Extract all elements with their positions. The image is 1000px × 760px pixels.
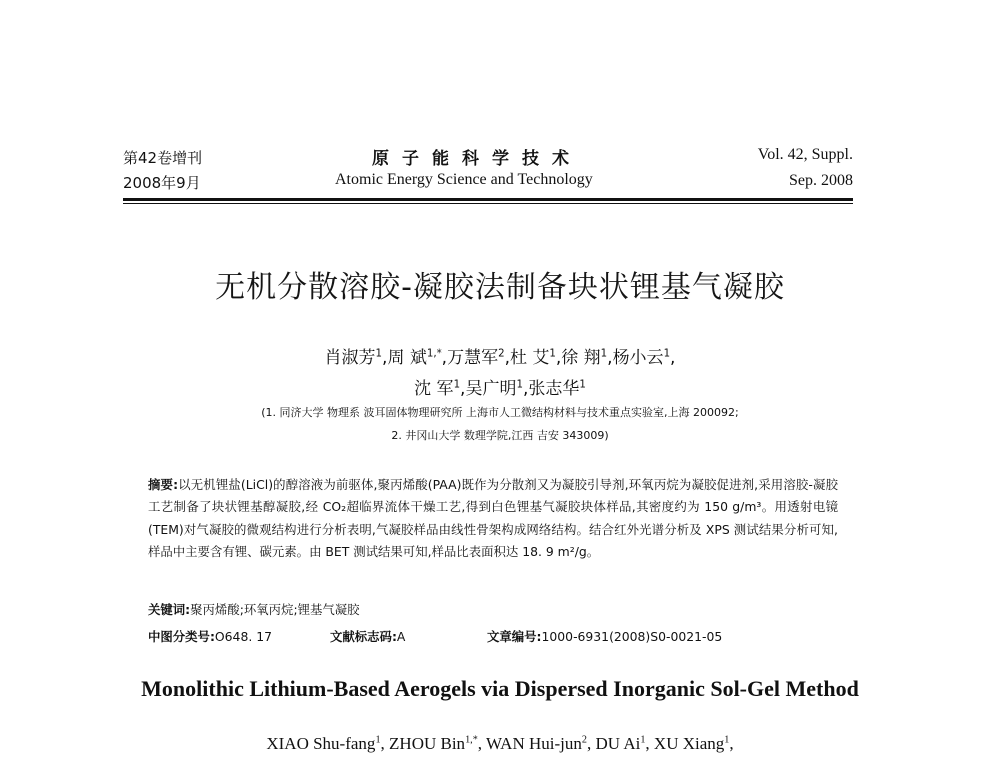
journal-name-cn: 原子能科学技术 [372, 149, 582, 169]
doc-code-label: 文献标志码: [330, 629, 397, 644]
header-rule-thick [123, 198, 853, 201]
article-number [487, 627, 722, 645]
authors-cn-line-1: 肖淑芳$^1$,周 斌$^{1,*}$,万慧军$^2$,杜 艾$^1$,徐 翔$^1$,杨小云$^1$, [324, 348, 676, 368]
article-number-label: 文章编号: [487, 629, 542, 644]
keywords-label: 关键词: [148, 602, 191, 617]
abstract-label: 摘要: [148, 477, 179, 492]
paper-title-en: Monolithic Lithium-Based Aerogels via Dispersed Inorganic Sol-Gel Method [141, 676, 859, 701]
volume-en: Vol. 42, Suppl. [757, 146, 853, 163]
author-en: XU Xiang$^1$ [653, 734, 730, 753]
author-cn: 徐 翔$^1$ [561, 348, 608, 368]
keywords-text: 聚丙烯酸;环氧丙烷;锂基气凝胶 [190, 602, 360, 617]
header-rule-thin [123, 203, 853, 204]
authors-en: XIAO Shu-fang$^1$, ZHOU Bin$^{1,*}$, WAN Hui-jun$^2$, DU Ai$^1$, XU Xiang$^1$, [266, 734, 734, 753]
author-cn: 周 斌$^{1,*}$ [387, 348, 442, 368]
author-cn: 杜 艾$^1$ [509, 348, 556, 368]
authors-cn-line-2: 沈 军$^1$,吴广明$^1$,张志华$^1$ [414, 379, 586, 399]
article-number-value: 1000-6931(2008)S0-0021-05 [541, 629, 723, 644]
clc-value: O648. 17 [214, 629, 272, 644]
author-cn: 肖淑芳$^1$ [324, 348, 383, 368]
author-cn: 张志华$^1$ [528, 379, 586, 399]
clc-label: 中图分类号: [148, 629, 215, 644]
doc-code-value: A [396, 629, 406, 644]
affiliation-line-1: (1. 同济大学 物理系 波耳固体物理研究所 上海市人工微结构材料与技术重点实验室,上海 200092; [261, 406, 739, 419]
author-en: DU Ai$^1$ [595, 734, 646, 753]
author-cn: 杨小云$^1$ [612, 348, 671, 368]
author-en: XIAO Shu-fang$^1$ [266, 734, 381, 753]
author-en: ZHOU Bin$^{1,*}$ [389, 734, 478, 753]
author-cn: 万慧军$^2$ [447, 348, 505, 368]
journal-name-en: Atomic Energy Science and Technology [335, 171, 593, 188]
affiliation-line-2: 2. 井冈山大学 数理学院,江西 吉安 343009) [391, 429, 609, 442]
author-cn: 沈 军$^1$ [414, 379, 461, 399]
volume-cn: 第42卷增刊 [123, 149, 203, 167]
paper-title-cn: 无机分散溶胶-凝胶法制备块状锂基气凝胶 [215, 270, 785, 305]
author-en: WAN Hui-jun$^2$ [486, 734, 587, 753]
abstract-cn [148, 474, 838, 564]
abstract-text: 以无机锂盐(LiCl)的醇溶液为前驱体,聚丙烯酸(PAA)既作为分散剂又为凝胶引导剂,环氧丙烷为凝胶促进剂,采用溶胶-凝胶工艺制备了块状锂基醇凝胶,经 CO₂超临界流体干燥工艺,得到白色锂基气凝胶块体样品,其密度约为 150 g/m³。用透射电镜(TEM)对气凝胶的微观结构进行分析表明,气凝胶样品由线性骨架构成网络结构。结合红外光谱分析及 XPS 测试结果分析可知,样品中主要含有锂、碳元素。由 BET 测试结果可知,样品比表面积达 18. 9 m²/g。 [148, 477, 838, 560]
author-cn: 吴广明$^1$ [465, 379, 523, 399]
document-code [330, 627, 405, 645]
date-cn: 2008年9月 [123, 174, 201, 192]
keywords [148, 600, 360, 618]
clc-number [148, 627, 272, 645]
date-en: Sep. 2008 [789, 172, 853, 189]
